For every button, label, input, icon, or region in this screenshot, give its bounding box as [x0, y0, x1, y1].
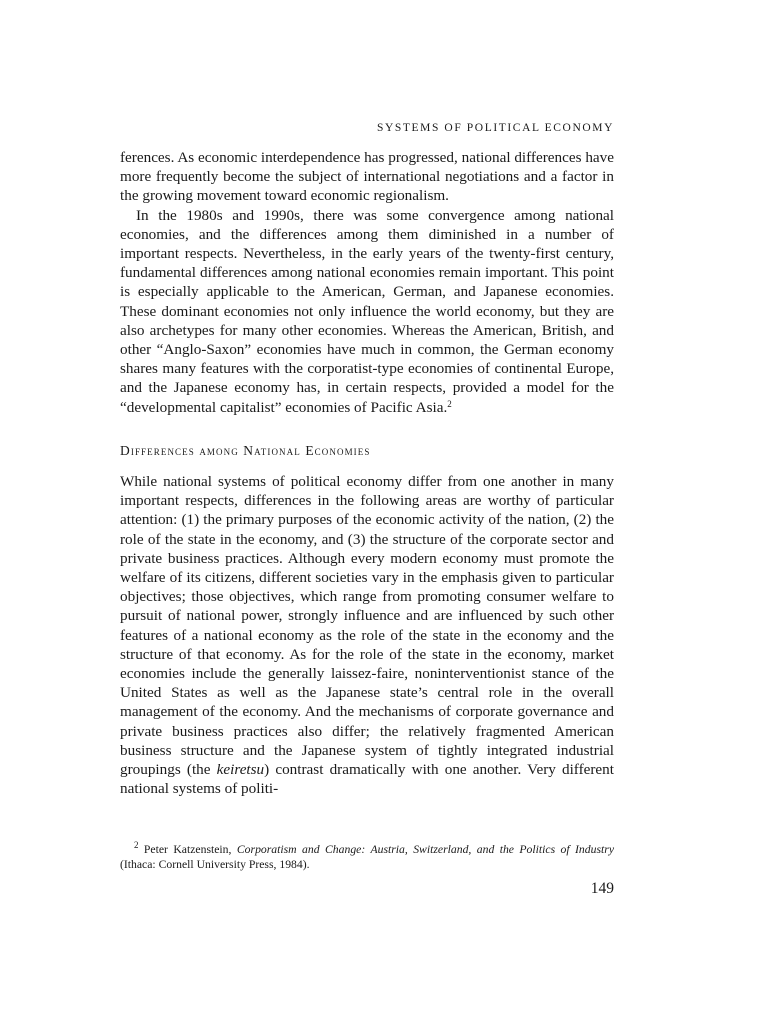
paragraph-differences-text-2: ) contrast dramatically with one another. Very different national systems of politi-	[120, 761, 614, 798]
keiretsu-term: keiretsu	[216, 761, 265, 779]
running-head: SYSTEMS OF POLITICAL ECONOMY	[376, 122, 614, 134]
footnote-number: 2	[134, 840, 139, 850]
paragraph-convergence	[120, 206, 614, 417]
footnote-publication: (Ithaca: Cornell University Press, 1984).	[120, 858, 310, 872]
paragraph-differences	[120, 472, 614, 798]
page-number: 149	[590, 880, 614, 897]
footnote-author: Peter Katzenstein,	[143, 843, 237, 856]
body-text	[120, 148, 614, 799]
paragraph-continued: ferences. As economic interdependence has progressed, national differences have more frequently become the subject of international negotiations and a factor in the growing movement toward economic regionalism.	[120, 149, 614, 205]
paragraph-convergence-text: In the 1980s and 1990s, there was some convergence among national economies, and the differences among them diminished in a number of important respects. Nevertheless, in the early years of the twenty-first century, fundamental differences among national economies remain important. This point is especially applicable to the American, German, and Japanese economies. These dominant economies not only influence the world economy, but they are also archetypes for many other economies. Whereas the American, British, and other “Anglo-Saxon” economies have much in common, the German economy shares many features with the corporatist-type economies of continental Europe, and the Japanese economy has, in certain respects, provided a model for the “developmental capitalist” economies of Pacific Asia.	[120, 206, 614, 416]
footnote-reference: 2	[447, 398, 452, 409]
footnote	[120, 842, 614, 873]
paragraph-differences-text-1: While national systems of political economy differ from one another in many important respects, differences in the following areas are worthy of particular attention: (1) the primary purposes of the economic activity of the nation, (2) the role of the state in the economy, and (3) the structure of the corporate sector and private business practices. Although every modern economy must promote the welfare of its citizens, different societies vary in the emphasis given to particular objectives; those objectives, which range from promoting consumer welfare to pursuit of national power, strongly influence and are influenced by such other features of a national economy as the role of the state in the economy and the structure of that economy. As for the role of the state in the economy, market economies include the generally laissez-faire, noninterventionist stance of the United States as well as the Japanese state’s central role in the overall management of the economy. And the mechanisms of corporate governance and private business practices also differ; the relatively fragmented American business structure and the Japanese system of tightly integrated industrial groupings (the	[120, 473, 614, 779]
footnote-title: Corporatism and Change: Austria, Switzerland, and the Politics of Industry	[236, 843, 614, 856]
section-heading: Differences among National Economies	[120, 442, 371, 458]
